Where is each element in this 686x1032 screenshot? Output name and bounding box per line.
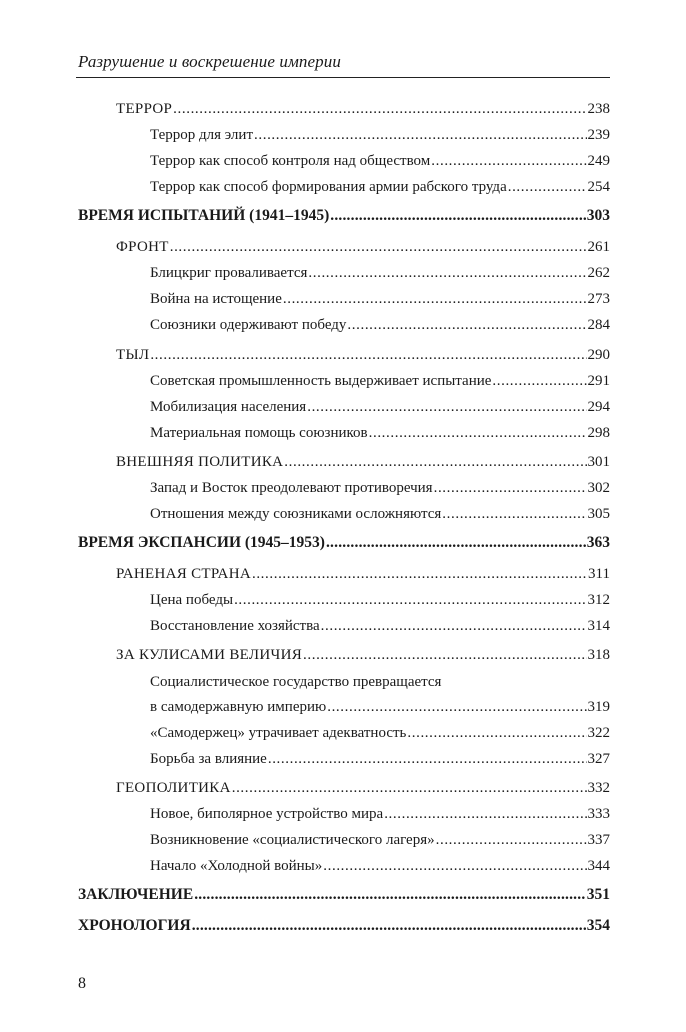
toc-section-row[interactable] xyxy=(150,424,610,442)
dot-leader xyxy=(252,565,587,583)
toc-section-row[interactable] xyxy=(150,152,610,170)
dot-leader xyxy=(442,505,586,523)
dot-leader xyxy=(170,238,587,256)
toc-section-row[interactable] xyxy=(150,617,610,635)
toc-entry-label: ФРОНТ xyxy=(116,239,169,255)
dot-leader xyxy=(492,372,586,390)
toc-section-row[interactable] xyxy=(150,698,610,716)
toc-entry-page: 333 xyxy=(587,806,610,822)
toc-chapter-row[interactable] xyxy=(116,100,610,118)
page-number: 8 xyxy=(78,975,86,992)
toc-section-row[interactable] xyxy=(150,264,610,282)
dot-leader xyxy=(194,886,586,904)
dot-leader xyxy=(508,178,587,196)
toc-chapter-row[interactable] xyxy=(116,453,610,471)
toc-entry-label: Цена победы xyxy=(150,592,234,608)
toc-entry-page: 363 xyxy=(586,534,610,551)
toc-entry-label: в самодержавную империю xyxy=(150,699,327,715)
toc-section-row[interactable] xyxy=(150,126,610,144)
toc-entry-label: Советская промышленность выдерживает испытание xyxy=(150,373,492,389)
toc-entry-page: 302 xyxy=(587,480,610,496)
toc-entry-label: Отношения между союзниками осложняются xyxy=(150,506,442,522)
dot-leader xyxy=(369,424,587,442)
dot-leader xyxy=(407,724,586,742)
dot-leader xyxy=(268,750,587,768)
dot-leader xyxy=(308,264,586,282)
toc-entry-page: 298 xyxy=(587,425,610,441)
toc-entry-label: ВРЕМЯ ЭКСПАНСИИ (1945–1953) xyxy=(78,534,325,551)
toc-section-row[interactable] xyxy=(150,505,610,523)
toc-entry-page: 322 xyxy=(587,725,610,741)
dot-leader xyxy=(347,316,586,334)
toc-entry-page: 238 xyxy=(587,101,610,117)
toc-section-row[interactable] xyxy=(150,724,610,742)
toc-entry-page: 284 xyxy=(587,317,610,333)
toc-entry-page: 301 xyxy=(587,454,610,470)
dot-leader xyxy=(327,698,586,716)
dot-leader xyxy=(326,534,586,552)
toc-entry-page: 249 xyxy=(587,153,610,169)
toc-entry-label: Новое, биполярное устройство мира xyxy=(150,806,384,822)
toc-entry-label: Материальная помощь союзников xyxy=(150,425,368,441)
dot-leader xyxy=(330,207,586,225)
dot-leader xyxy=(283,290,587,308)
toc-part-row[interactable] xyxy=(78,886,610,904)
toc-section-row[interactable] xyxy=(150,178,610,196)
toc-entry-label: Запад и Восток преодолевают противоречия xyxy=(150,480,433,496)
dot-leader xyxy=(323,857,586,875)
dot-leader xyxy=(384,805,586,823)
toc-entry-label: Террор для элит xyxy=(150,127,254,143)
toc-entry-label: ТЫЛ xyxy=(116,347,150,363)
toc-entry-page: 351 xyxy=(586,886,610,903)
toc-entry-page: 337 xyxy=(587,832,610,848)
toc-entry-label: Борьба за влияние xyxy=(150,751,267,767)
dot-leader xyxy=(436,831,587,849)
dot-leader xyxy=(150,346,586,364)
toc-entry-label: Террор как способ контроля над обществом xyxy=(150,153,431,169)
toc-entry-label: Террор как способ формирования армии рабского труда xyxy=(150,179,507,195)
toc-entry-label: Мобилизация населения xyxy=(150,399,307,415)
toc-entry-page: 354 xyxy=(586,917,610,934)
toc-part-row[interactable] xyxy=(78,207,610,225)
toc-entry-label: ГЕОПОЛИТИКА xyxy=(116,780,231,796)
dot-leader xyxy=(284,453,586,471)
dot-leader xyxy=(303,646,586,664)
toc-part-row[interactable] xyxy=(78,917,610,935)
toc-entry-page: 303 xyxy=(586,207,610,224)
dot-leader xyxy=(192,917,586,935)
toc-section-row[interactable] xyxy=(150,857,610,875)
toc-entry-label: ЗА КУЛИСАМИ ВЕЛИЧИЯ xyxy=(116,647,303,663)
toc-section-row[interactable] xyxy=(150,805,610,823)
toc-section-row[interactable] xyxy=(150,750,610,768)
toc-entry-page: 305 xyxy=(587,506,610,522)
toc-entry-page: 332 xyxy=(587,780,610,796)
toc-entry-label: РАНЕНАЯ СТРАНА xyxy=(116,566,251,582)
toc-entry-page: 291 xyxy=(587,373,610,389)
toc-entry-text: Социалистическое государство превращается xyxy=(150,674,442,690)
toc-entry-label: Восстановление хозяйства xyxy=(150,618,320,634)
toc-entry-page: 314 xyxy=(587,618,610,634)
dot-leader xyxy=(254,126,586,144)
toc-entry-page: 327 xyxy=(587,751,610,767)
toc-chapter-row[interactable] xyxy=(116,565,610,583)
toc-chapter-row[interactable] xyxy=(116,646,610,664)
toc-section-row[interactable] xyxy=(150,316,610,334)
toc-entry-page: 273 xyxy=(587,291,610,307)
toc-entry-label: ВНЕШНЯЯ ПОЛИТИКА xyxy=(116,454,284,470)
toc-entry-label: ВРЕМЯ ИСПЫТАНИЙ (1941–1945) xyxy=(78,207,330,224)
toc-chapter-row[interactable] xyxy=(116,238,610,256)
toc-entry-label: Война на истощение xyxy=(150,291,282,307)
dot-leader xyxy=(173,100,586,118)
toc-entry-label: ЗАКЛЮЧЕНИЕ xyxy=(78,886,194,903)
dot-leader xyxy=(307,398,586,416)
toc-section-row[interactable] xyxy=(150,398,610,416)
toc-entry-page: 262 xyxy=(587,265,610,281)
dot-leader xyxy=(232,779,587,797)
toc-section-row[interactable] xyxy=(150,591,610,609)
toc-entry-label: Начало «Холодной войны» xyxy=(150,858,323,874)
toc-entry-label: ТЕРРОР xyxy=(116,101,173,117)
toc-entry-label: ХРОНОЛОГИЯ xyxy=(78,917,191,934)
toc-entry-page: 319 xyxy=(587,699,610,715)
toc-entry-page: 290 xyxy=(587,347,610,363)
toc-entry-label: Блицкриг проваливается xyxy=(150,265,308,281)
toc-entry-page: 254 xyxy=(587,179,610,195)
toc-chapter-row[interactable] xyxy=(116,346,610,364)
toc-section-row[interactable] xyxy=(150,479,610,497)
toc-entry-page: 312 xyxy=(587,592,610,608)
toc-entry-page: 294 xyxy=(587,399,610,415)
toc-entry-label: «Самодержец» утрачивает адекватность xyxy=(150,725,407,741)
toc-chapter-row[interactable] xyxy=(116,779,610,797)
toc-entry-page: 318 xyxy=(587,647,610,663)
dot-leader xyxy=(431,152,586,170)
dot-leader xyxy=(321,617,587,635)
toc-part-row[interactable] xyxy=(78,534,610,552)
toc-entry-page: 239 xyxy=(587,127,610,143)
running-header: Разрушение и воскрешение империи xyxy=(78,52,341,71)
toc-entry-page: 311 xyxy=(588,566,610,582)
toc-entry-label: Возникновение «социалистического лагеря» xyxy=(150,832,435,848)
toc-entry-page: 344 xyxy=(587,858,610,874)
dot-leader xyxy=(434,479,587,497)
toc-section-row[interactable] xyxy=(150,831,610,849)
toc-section-row[interactable] xyxy=(150,290,610,308)
toc-entry-label: Союзники одерживают победу xyxy=(150,317,347,333)
toc-entry-page: 261 xyxy=(587,239,610,255)
dot-leader xyxy=(234,591,586,609)
toc-section-row[interactable] xyxy=(150,372,610,390)
